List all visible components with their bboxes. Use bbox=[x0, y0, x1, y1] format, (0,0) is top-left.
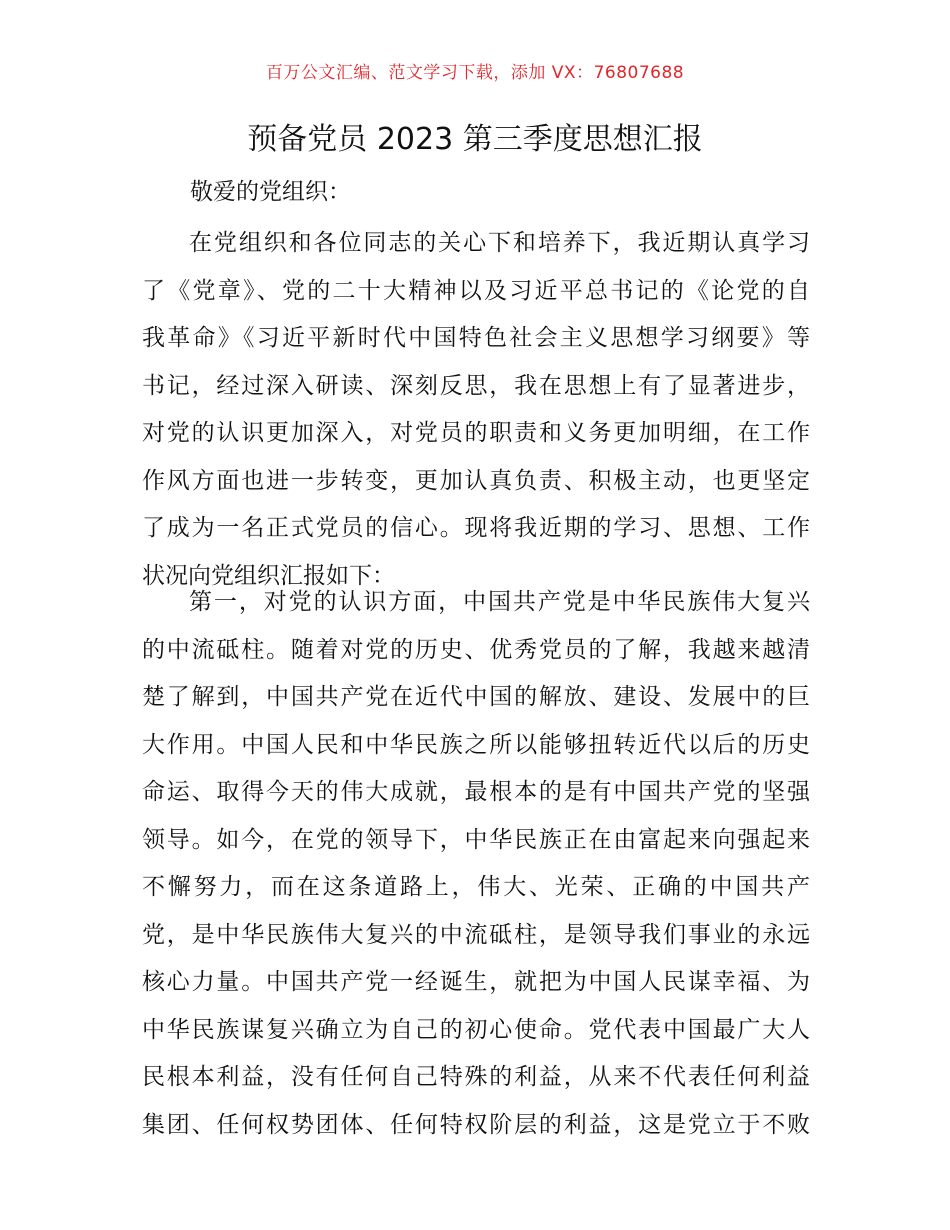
paragraph-line: 第一，对党的认识方面，中国共产党是中华民族伟大复兴 bbox=[189, 589, 810, 615]
paragraph-line: 集团、任何权势团体、任何特权阶层的利益，这是党立于不败 bbox=[142, 1111, 810, 1138]
header-note: 百万公文汇编、范文学习下载，添加 VX：76807688 bbox=[265, 63, 685, 83]
paragraph-first-point bbox=[142, 579, 810, 1149]
paragraph-line: 命运、取得今天的伟大成就，最根本的是有中国共产党的坚强 bbox=[142, 779, 810, 805]
paragraph-line: 了《党章》、党的二十大精神以及习近平总书记的《论党的自 bbox=[142, 277, 810, 304]
paragraph-line: 民根本利益，没有任何自己特殊的利益，从来不代表任何利益 bbox=[142, 1064, 810, 1090]
paragraph-line: 作风方面也进一步转变，更加认真负责、积极主动，也更坚定 bbox=[142, 467, 810, 494]
paragraph-line: 对党的认识更加深入，对党员的职责和义务更加明细，在工作 bbox=[142, 420, 810, 446]
paragraph-line: 不懈努力，而在这条道路上，伟大、光荣、正确的中国共产 bbox=[142, 874, 810, 900]
paragraph-line: 楚了解到，中国共产党在近代中国的解放、建设、发展中的巨 bbox=[142, 684, 810, 710]
paragraph-line: 核心力量。中国共产党一经诞生，就把为中国人民谋幸福、为 bbox=[142, 969, 810, 995]
paragraph-intro bbox=[142, 220, 810, 600]
paragraph-line: 领导。如今，在党的领导下，中华民族正在由富起来向强起来 bbox=[142, 826, 810, 853]
salutation: 敬爱的党组织： bbox=[190, 179, 351, 205]
paragraph-line: 书记，经过深入研读、深刻反思，我在思想上有了显著进步， bbox=[142, 372, 810, 399]
paragraph-line: 我革命》《习近平新时代中国特色社会主义思想学习纲要》等 bbox=[142, 325, 810, 351]
paragraph-line: 的中流砥柱。随着对党的历史、优秀党员的了解，我越来越清 bbox=[142, 636, 810, 663]
paragraph-line: 中华民族谋复兴确立为自己的初心使命。党代表中国最广大人 bbox=[142, 1016, 810, 1043]
paragraph-line: 状况向党组织汇报如下： bbox=[142, 562, 395, 589]
paragraph-line: 在党组织和各位同志的关心下和培养下，我近期认真学习 bbox=[189, 230, 810, 256]
paragraph-line: 大作用。中国人民和中华民族之所以能够扭转近代以后的历史 bbox=[142, 731, 810, 758]
paragraph-line: 了成为一名正式党员的信心。现将我近期的学习、思想、工作 bbox=[142, 515, 810, 541]
document-title: 预备党员 2023 第三季度思想汇报 bbox=[247, 122, 703, 157]
paragraph-line: 党，是中华民族伟大复兴的中流砥柱，是领导我们事业的永远 bbox=[142, 921, 810, 948]
